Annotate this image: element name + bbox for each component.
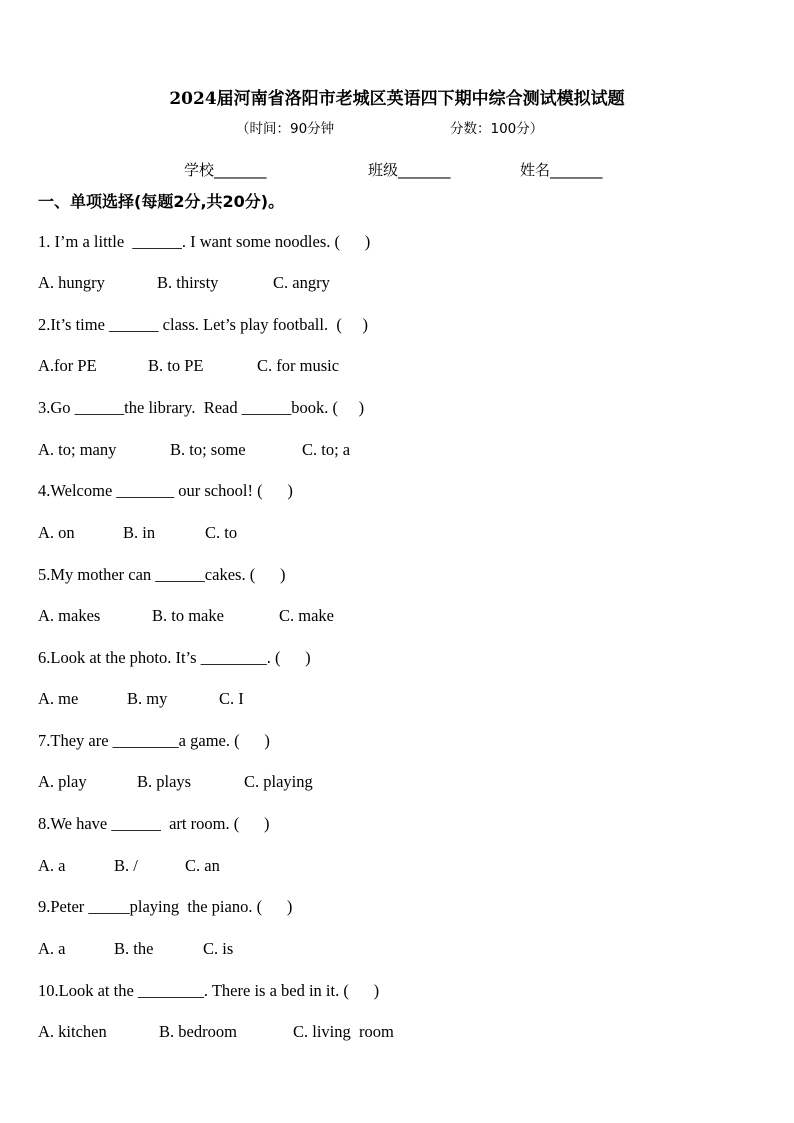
option-a: A. play <box>38 772 87 791</box>
option-b: B. in <box>123 523 156 542</box>
option-c: C. an <box>185 856 220 875</box>
option-a: A. hungry <box>38 273 105 292</box>
option-a: A. a <box>38 856 66 875</box>
question-text: 10.Look at the ________. There is a bed in it. ( ) <box>38 981 380 1000</box>
option-a: A.for PE <box>38 356 97 375</box>
option-b: B. to PE <box>148 356 204 375</box>
exam-score: 分数：100分） <box>450 121 544 137</box>
option-b: B. to make <box>152 606 224 625</box>
option-c: C. to <box>205 523 238 542</box>
question-options <box>38 1022 394 1122</box>
option-b: B. to; some <box>170 440 246 459</box>
option-b: B. / <box>114 856 138 875</box>
option-a: A. on <box>38 523 75 542</box>
option-b: B. plays <box>137 772 192 791</box>
school-field: 学校_______ <box>184 161 267 179</box>
class-field: 班级_______ <box>368 161 451 179</box>
exam-title: 2024届河南省洛阳市老城区英语四下期中综合测试模拟试题 <box>169 89 625 109</box>
question-text: 9.Peter _____playing the piano. ( ) <box>38 897 293 916</box>
option-c: C. for music <box>257 356 340 375</box>
option-a: A. kitchen <box>38 1022 107 1041</box>
option-c: C. angry <box>273 273 330 292</box>
option-b: B. bedroom <box>159 1022 237 1041</box>
option-a: A. to; many <box>38 440 117 459</box>
option-c: C. playing <box>244 772 313 791</box>
option-a: A. makes <box>38 606 101 625</box>
question-text: 3.Go ______the library. Read ______book. ( ) <box>38 398 365 417</box>
option-c: C. living room <box>293 1022 394 1041</box>
name-field: 姓名_______ <box>520 161 603 179</box>
question-text: 6.Look at the photo. It’s ________. ( ) <box>38 648 311 667</box>
question-text: 8.We have ______ art room. ( ) <box>38 814 270 833</box>
question-text: 1. I’m a little ______. I want some noodles. ( ) <box>38 232 371 251</box>
option-c: C. is <box>203 939 234 958</box>
option-b: B. my <box>127 689 168 708</box>
question-text: 2.It’s time ______ class. Let’s play football. ( ) <box>38 315 368 334</box>
question-text: 5.My mother can ______cakes. ( ) <box>38 565 286 584</box>
option-c: C. I <box>219 689 244 708</box>
exam-time: （时间：90分钟 <box>236 121 335 137</box>
option-c: C. make <box>279 606 334 625</box>
option-c: C. to; a <box>302 440 351 459</box>
option-a: A. me <box>38 689 79 708</box>
question-text: 4.Welcome _______ our school! ( ) <box>38 481 293 500</box>
option-b: B. the <box>114 939 154 958</box>
section-heading: 一、单项选择(每题2分,共20分)。 <box>38 192 285 211</box>
question-text: 7.They are ________a game. ( ) <box>38 731 270 750</box>
option-a: A. a <box>38 939 66 958</box>
option-b: B. thirsty <box>157 273 219 292</box>
